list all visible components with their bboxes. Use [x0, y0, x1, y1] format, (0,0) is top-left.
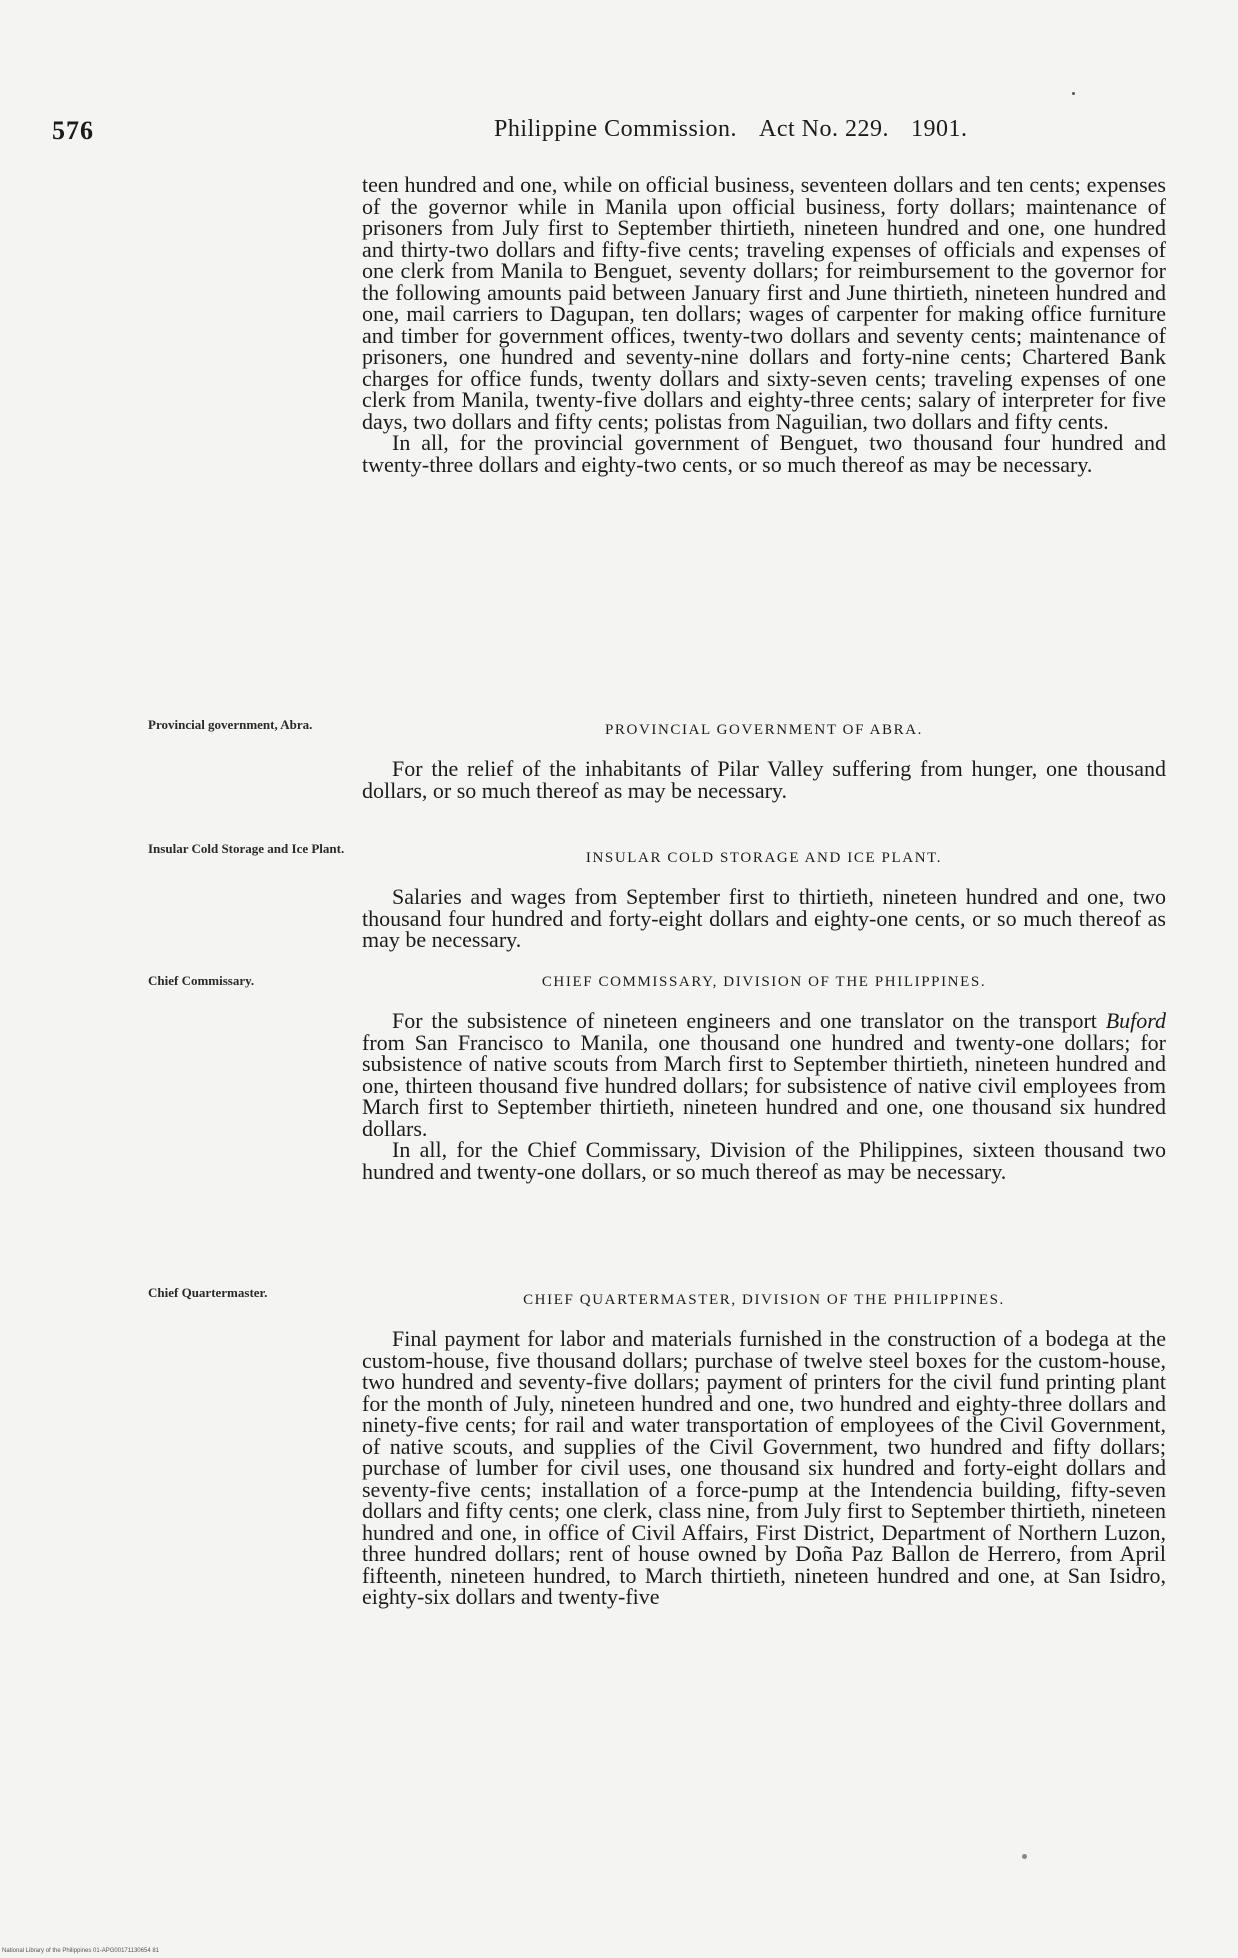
- benguet-items-paragraph: teen hundred and one, while on official business, seventeen dollars and ten cents; expenses of the governor while in Manila upon official business, forty dollars; maintenance of prisoners from July first to September thirtieth, nineteen hundred and one, one hundred and thirty-two dollars and fifty-five cents; traveling expenses of officials and expenses of one clerk from Manila to Benguet, seventy dollars; for reimbursement to the governor for the following amounts paid between January first and June thirtieth, nineteen hundred and one, mail carriers to Dagupan, ten dollars; wages of carpenter for making office furniture and timber for government offices, twenty-two dollars and seventy cents; maintenance of prisoners, one hundred and seventy-nine dollars and forty-nine cents; Chartered Bank charges for office funds, twenty dollars and sixty-seven cents; traveling expenses of one clerk from Manila, twenty-five dollars and eighty-three cents; salary of interpreter for five days, two dollars and fifty cents; polistas from Naguilian, two dollars and fifty cents.: [362, 172, 1166, 434]
- abra-paragraph: For the relief of the inhabitants of Pilar Valley suffering from hunger, one thousand dollars, or so much thereof as may be necessary.: [362, 756, 1166, 803]
- publication-title: Philippine Commission.: [494, 116, 738, 142]
- quartermaster-section: [362, 1328, 1166, 1608]
- abra-section: [362, 758, 1166, 801]
- commissary-section: [362, 1010, 1166, 1182]
- year: 1901.: [911, 116, 968, 142]
- margin-note-cold-storage: Insular Cold Storage and Ice Plant.: [148, 841, 345, 856]
- ship-name: Buford: [1105, 1008, 1166, 1033]
- margin-note-quartermaster: Chief Quartermaster.: [148, 1285, 268, 1300]
- act-number: Act No. 229.: [759, 116, 890, 142]
- cold-storage-section: [362, 886, 1166, 951]
- heading-commissary: CHIEF COMMISSARY, DIVISION OF THE PHILIPPINES.: [541, 974, 987, 990]
- heading-cold-storage: INSULAR COLD STORAGE AND ICE PLANT.: [585, 850, 943, 866]
- heading-abra: PROVINCIAL GOVERNMENT OF ABRA.: [604, 722, 924, 738]
- scan-speck: [1072, 92, 1075, 95]
- benguet-total-paragraph: In all, for the provincial government of Benguet, two thousand four hundred and twenty-three dollars and eighty-two cents, or so much thereof as may be necessary.: [362, 430, 1166, 477]
- margin-note-commissary: Chief Commissary.: [148, 973, 255, 988]
- commissary-total-paragraph: In all, for the Chief Commissary, Division of the Philippines, sixteen thousand two hundred and twenty-one dollars, or so much thereof as may be necessary.: [362, 1137, 1166, 1184]
- benguet-paragraph: [362, 174, 1166, 475]
- margin-note-abra: Provincial government, Abra.: [148, 717, 313, 732]
- commissary-text-a: For the subsistence of nineteen engineers and one translator on the transport: [392, 1008, 1106, 1033]
- heading-quartermaster: CHIEF QUARTERMASTER, DIVISION OF THE PHILIPPINES.: [523, 1292, 1005, 1308]
- page-number: 576: [52, 116, 94, 145]
- scan-speck: [1022, 1854, 1027, 1859]
- commissary-text-b: from San Francisco to Manila, one thousand one hundred and twenty-one dollars; for subsistence of native scouts from March first to September thirtieth, nineteen hundred and one, thirteen thousand five hundred dollars; for subsistence of native civil employees from March first to September thirtieth, nineteen hundred and one, one thousand six hundred dollars.: [362, 1029, 1166, 1141]
- commissary-paragraph: [362, 1010, 1166, 1139]
- quartermaster-paragraph: Final payment for labor and materials furnished in the construction of a bodega at the custom-house, five thousand dollars; purchase of twelve steel boxes for the custom-house, two hundred and seventy-five dollars; payment of printers for the civil fund printing plant for the month of July, nineteen hundred and one, two hundred and eighty-three dollars and ninety-five cents; for rail and water transportation of employees of the Civil Government, of native scouts, and supplies of the Civil Government, two hundred and fifty dollars; purchase of lumber for civil uses, one thousand six hundred and forty-eight dollars and seventy-five cents; installation of a force-pump at the Intendencia building, fifty-seven dollars and fifty cents; one clerk, class nine, from July first to September thirtieth, nineteen hundred and one, in office of Civil Affairs, First District, Department of Northern Luzon, three hundred dollars; rent of house owned by Doña Paz Ballon de Herrero, from April fifteenth, nineteen hundred, to March thirtieth, nineteen hundred and one, at San Isidro, eighty-six dollars and twenty-five: [362, 1326, 1166, 1609]
- footer-credit: National Library of the Philippines 01-APG00171130654 81: [2, 1948, 159, 1954]
- cold-storage-paragraph: Salaries and wages from September first to thirtieth, nineteen hundred and one, two thousand four hundred and forty-eight dollars and eighty-one cents, or so much thereof as may be necessary.: [362, 884, 1166, 952]
- running-head: [494, 116, 968, 143]
